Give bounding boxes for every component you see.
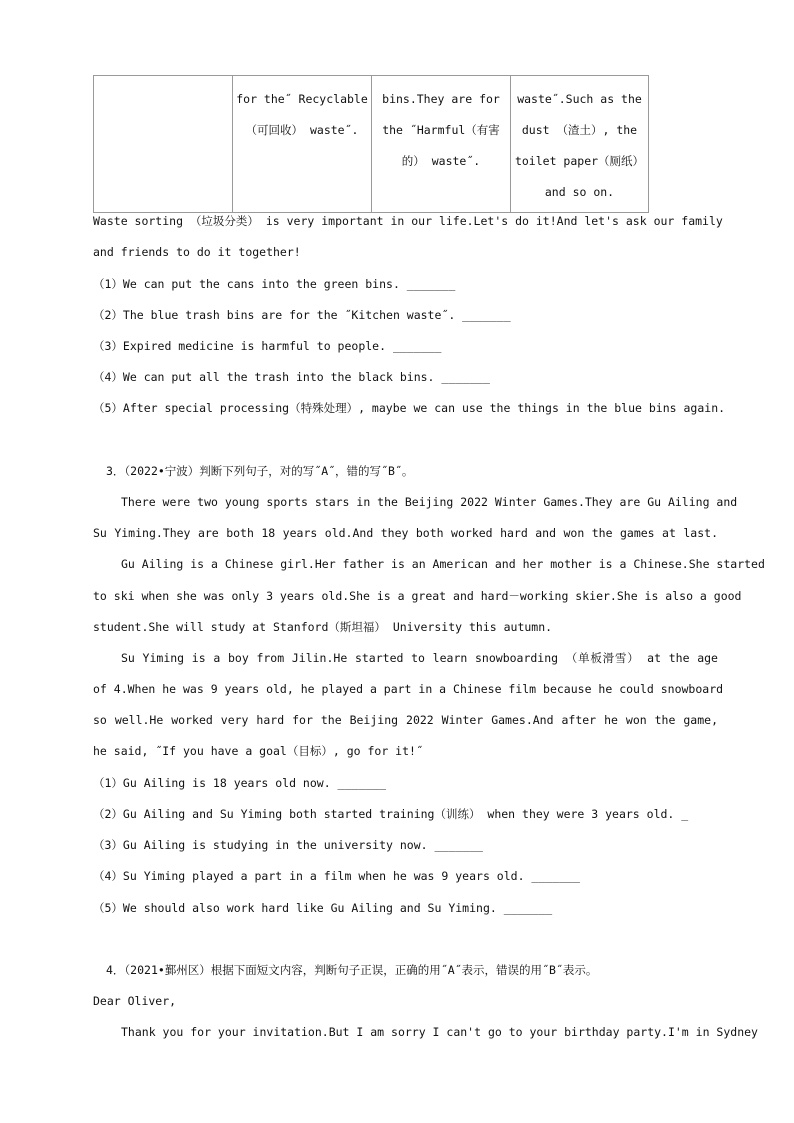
table-cell: bins.They are for the ˝Harmful（有害 的） waste˝. — [372, 76, 511, 213]
q3-paragraph-line: to ski when she was only 3 years old.She is a great and hard－working skier.She is also a good — [93, 589, 742, 603]
q3-paragraph-line: Gu Ailing is a Chinese girl.Her father is an American and her mother is a Chinese.She started — [121, 557, 765, 571]
q3-paragraph-line: so well.He worked very hard for the Beijing 2022 Winter Games.And after he won the game, — [93, 713, 718, 727]
q3-item-2: （2）Gu Ailing and Su Yiming both started training（训练） when they were 3 years old. _ — [93, 807, 689, 821]
q3-paragraph-line: Su Yiming.They are both 18 years old.And they both worked hard and won the games at last. — [93, 526, 718, 540]
table-row — [94, 76, 649, 213]
q3-heading: 3．（2022•宁波）判断下列句子，对的写˝A˝，错的写˝B˝。 — [106, 464, 414, 478]
q3-paragraph-line: Su Yiming is a boy from Jilin.He started to learn snowboarding （单板滑雪） at the age — [121, 651, 718, 665]
table-cell: for the˝ Recyclable （可回收） waste˝. — [233, 76, 372, 213]
q3-item-3: （3）Gu Ailing is studying in the university now. _______ — [93, 838, 483, 852]
q4-greeting: Dear Oliver, — [93, 994, 177, 1008]
table-cell: waste˝.Such as the dust （渣土）, the toilet paper（厕纸） and so on. — [511, 76, 649, 213]
q2-item-1: （1）We can put the cans into the green bins. _______ — [93, 277, 456, 291]
q2-intro-line: Waste sorting （垃圾分类） is very important in our life.Let's do it!And let's ask our family — [93, 214, 723, 228]
q3-paragraph-line: of 4.When he was 9 years old, he played a part in a Chinese film because he could snowboard — [93, 682, 724, 696]
q2-item-2: （2）The blue trash bins are for the ˝Kitchen waste˝. _______ — [93, 308, 511, 322]
q2-item-5: （5）After special processing（特殊处理）, maybe we can use the things in the blue bins again. — [93, 401, 726, 415]
q3-item-1: （1）Gu Ailing is 18 years old now. _______ — [93, 776, 387, 790]
waste-bins-table — [93, 75, 649, 213]
q3-paragraph-line: student.She will study at Stanford（斯坦福） University this autumn. — [93, 620, 553, 634]
q3-paragraph-line: There were two young sports stars in the Beijing 2022 Winter Games.They are Gu Ailing and — [121, 495, 738, 509]
q3-item-4: （4）Su Yiming played a part in a film when he was 9 years old. _______ — [93, 869, 580, 883]
q2-intro-line: and friends to do it together! — [93, 245, 301, 259]
table-cell — [94, 76, 233, 213]
q2-item-3: （3）Expired medicine is harmful to people. _______ — [93, 339, 442, 353]
q4-heading: 4．（2021•鄞州区）根据下面短文内容，判断句子正误，正确的用˝A˝表示，错误的用˝B˝表示。 — [106, 963, 598, 977]
q4-paragraph-line: Thank you for your invitation.But I am sorry I can't go to your birthday party.I'm in Sydney — [121, 1025, 758, 1039]
q3-paragraph-line: he said, ˝If you have a goal（目标）, go for it!˝ — [93, 744, 423, 758]
q3-item-5: （5）We should also work hard like Gu Ailing and Su Yiming. _______ — [93, 901, 553, 915]
q2-item-4: （4）We can put all the trash into the black bins. _______ — [93, 370, 490, 384]
